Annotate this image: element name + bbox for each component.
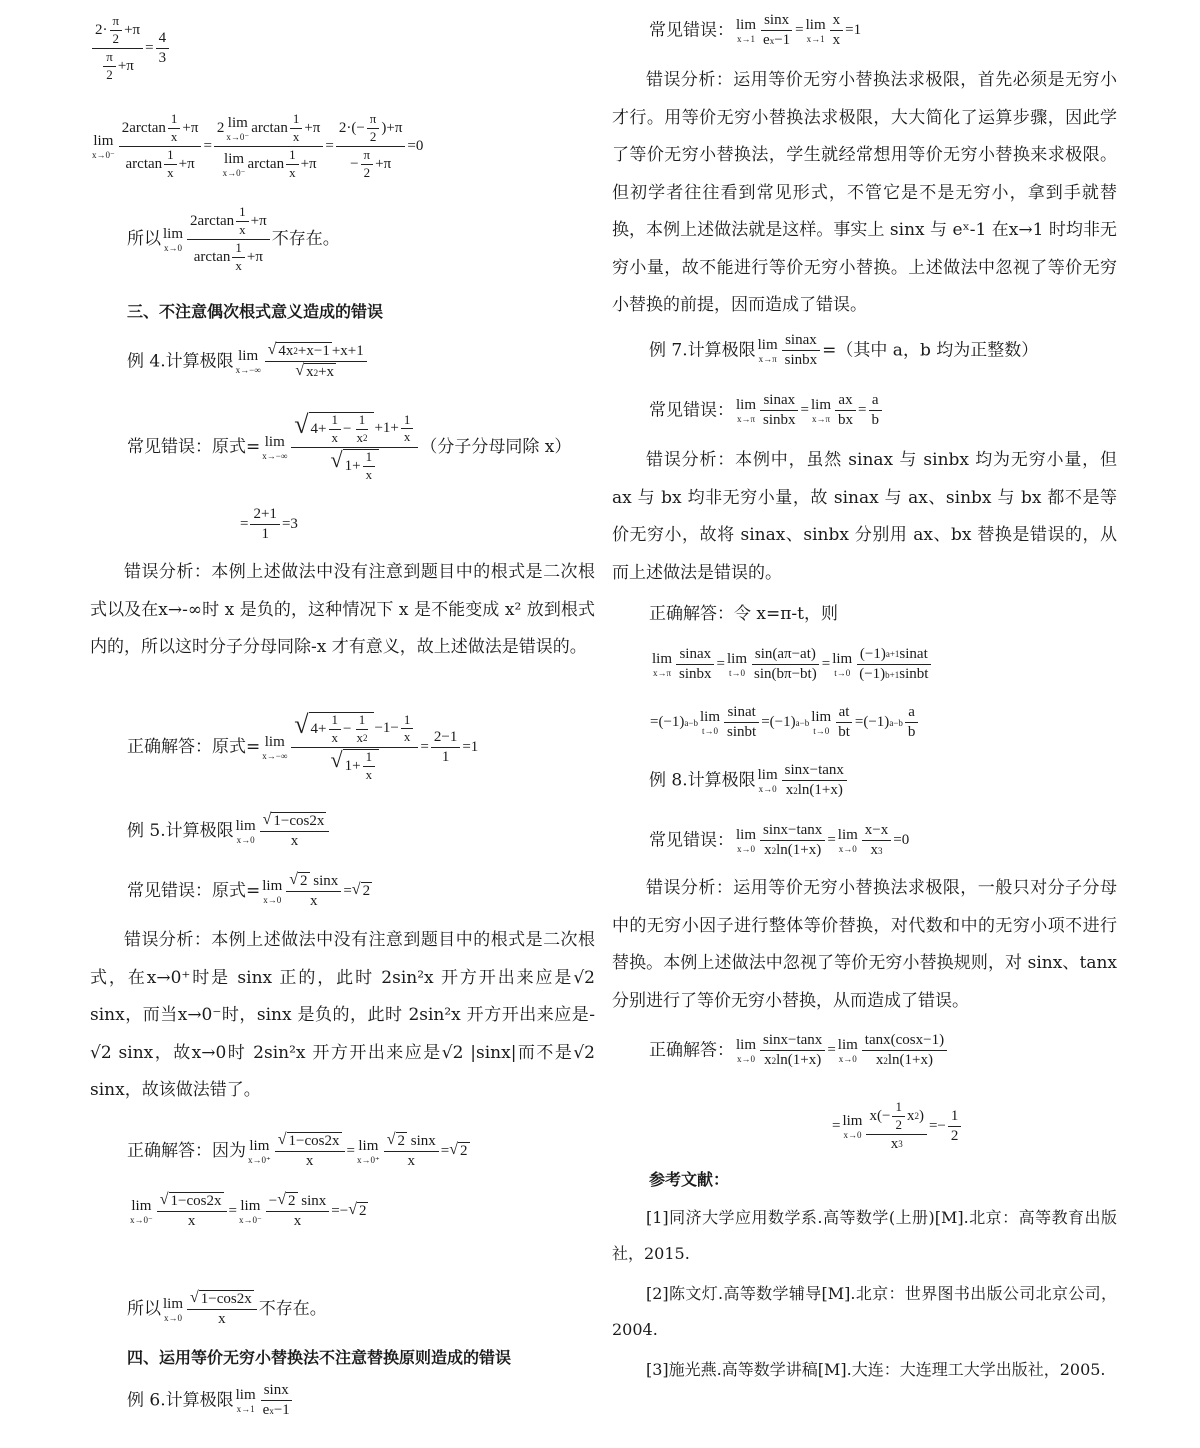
reference-item: [2]陈文灯.高等数学辅导[M].北京：世界图书出版公司北京公司，2004. [612, 1284, 1117, 1339]
example-7-note: =（其中 a，b 均为正整数） [822, 340, 1039, 361]
example-8-correct: 正确解答： lim x→0 sinx−tanx x 2 ln(1+x) = lim x→0 tanx(cosx−1) x 2 ln(1+x) [612, 1032, 949, 1070]
error-analysis-5: 错误分析：本例上述做法中没有注意到题目中的根式是二次根式，在x→0⁺时是 sinx 正的，此时 2sin²x 开方开出来应是√2 sinx，而当x→0⁻时，sinx 是负的，此时 2sin²x 开方开出来应是-√2 sinx，故x→0时 2sin²x 开方开出来应是√2 |sinx|而不是√2 sinx，故该做法错了。 [90, 930, 595, 1100]
so-label-2: 所以 [127, 1298, 161, 1319]
example-8: 例 8.计算极限 lim x→0 sinx−tanx x 2 ln(1+x) [612, 762, 849, 800]
example-8-label: 例 8.计算极限 [649, 770, 756, 791]
example-7-label: 例 7.计算极限 [649, 340, 756, 361]
example-5: 例 5.计算极限 lim x→0 √ 1−cos2x x [90, 812, 331, 851]
example-8-correct-result: = lim x→0 x(− $\frac{1}{2}$ x 2 ) x 3 =− $\frac{1}{2}$ [832, 1100, 963, 1153]
example-6-common-error: 常见错误： lim x→1 sinx e x −1 = lim x→1 $\frac{x}{x}$ =1 [649, 12, 862, 49]
common-error-6-label: 常见错误： [649, 20, 734, 41]
error-analysis-6: 错误分析：运用等价无穷小替换法求极限，首先必须是无穷小才行。用等价无穷小替换法求极限，大大简化了运算步骤，因此学了等价无穷小替换法，学生就经常想用等价无穷小替换来求极限。但初学者往往看到常见形式，不管它是不是无穷小，拿到手就替换，本例上述做法就是这样。事实上 sinx 与 eˣ-1 在x→1 时均非无穷小量，故不能进行等价无穷小替换。上述做法中忽视了等价无穷小替换的前提，因而造成了错误。 [612, 70, 1117, 315]
common-error-8-label: 常见错误： [649, 830, 734, 851]
error-analysis-4: 错误分析：本例上述做法中没有注意到题目中的根式是二次根式以及在x→-∞时 x 是负的，这种情况下 x 是不能变成 x² 放到根式内的，所以这时分子分母同除-x 才有意义，故上述做法是错误的。 [90, 562, 595, 657]
correct-8-label: 正确解答： [649, 1040, 734, 1061]
example-5-common-error: 常见错误：原式= lim x→0 √ 2 sinx x = √ 2 [127, 871, 371, 910]
example-7-common-error: 常见错误： lim x→π $\frac{\text{sinax}}{\text{sinbx}}$ = lim x→π $\frac{ax}{bx}$ = $\frac{a}{b}$ [612, 392, 884, 430]
correct-5-label: 正确解答：因为 [127, 1140, 246, 1161]
common-error-label: 常见错误：原式= [127, 436, 261, 457]
example-6-label: 例 6.计算极限 [127, 1390, 234, 1411]
example-4-common-error: 常见错误：原式= lim x→−∞ √ 4+ $\frac{1}{x}$ − 1 x 2 +1+ $\frac{1}{x}$ √ 1+ $\frac{1}{x}$ （分子分母同除 x） [127, 410, 572, 482]
example-5-correct-left-limit: lim x→0⁻ √ 1−cos2x x = lim x→0⁻ − √ 2 sinx x =− √ 2 [130, 1191, 367, 1230]
example-7: 例 7.计算极限 lim x→π $\frac{\text{sinax}}{\text{sinbx}}$ =（其中 a，b 均为正整数） [649, 332, 1039, 369]
so-label: 所以 [127, 228, 161, 249]
example-7-correct-label: 正确解答：令 x=π-t，则 [649, 604, 838, 624]
example-4-label: 例 4.计算极限 [127, 351, 234, 372]
example-6: 例 6.计算极限 lim x→1 sinx e x −1 [127, 1382, 290, 1419]
not-exist-text: 不存在。 [271, 228, 340, 249]
example-5-correct: 正确解答：因为 lim x→0⁺ √ 1−cos2x x = lim x→0⁺ √ 2 sinx x = √ 2 [127, 1131, 468, 1170]
example-7-correct-line2: =(−1) a−b lim t→0 $\frac{\text{sinat}}{\text{sinbt}}$ =(−1) a−b lim t→0 $\frac{at}{bt}$ =(−1) a−b $\frac{a}{b}$ [650, 704, 920, 742]
example-4-error-result: = $\frac{2+1}{1}$ =3 [240, 506, 298, 543]
reference-item: [1]同济大学应用数学系.高等数学(上册)[M].北京：高等教育出版社，2015. [612, 1208, 1117, 1263]
section-4-heading: 四、运用等价无穷小替换法不注意替换原则造成的错误 [127, 1348, 512, 1367]
reference-item: [3]施光燕.高等数学讲稿[M].大连：大连理工大学出版社，2005. [646, 1360, 1106, 1379]
example-8-common-error: 常见错误： lim x→0 sinx−tanx x 2 ln(1+x) = lim x→0 x−x x 3 =0 [649, 822, 910, 859]
error-analysis-7: 错误分析：本例中，虽然 sinax 与 sinbx 均为无穷小量，但 ax 与 bx 均非无穷小量，故 sinax 与 ax、sinbx 与 bx 都不是等价无穷小，故将 sinax、sinbx 分别用 ax、bx 替换是错误的，从而上述做法是错误的。 [612, 450, 1117, 583]
equation-top-result: 2· $\frac{\pi}{2}$ +π $\frac{\pi}{2}$ +π = $\frac{4}{3}$ [90, 14, 171, 83]
conclusion-not-exist-2: 所以 lim x→0 √ 1−cos2x x 不存在。 [127, 1289, 327, 1328]
not-exist-text-2: 不存在。 [258, 1298, 327, 1319]
equation-left-limit-arctan: lim x→0⁻ 2arctan $\frac{1}{x}$ +π arctan $\frac{1}{x}$ +π = 2 lim x→0⁻ arctan $\frac{1}{x}$ +π lim x→0⁻ arctan $\frac{1}{x}$ +π = 2·(− $\frac{\pi}{2}$ )+π − $\frac{\pi}{2}$ +π =0 [92, 111, 424, 180]
common-error-5-label: 常见错误：原式= [127, 880, 261, 901]
correct-label: 正确解答：原式= [127, 736, 261, 757]
example-4-correct: 正确解答：原式= lim x→−∞ √ 4+ $\frac{1}{x}$ − 1 x 2 −1− $\frac{1}{x}$ √ 1+ $\frac{1}{x}$ = $\frac{2-1}{1}$ =1 [127, 710, 479, 782]
conclusion-not-exist-1: 所以 lim x→0 2arctan $\frac{1}{x}$ +π arctan $\frac{1}{x}$ +π 不存在。 [127, 204, 340, 273]
common-error-7-label: 常见错误： [649, 400, 734, 421]
error-analysis-8: 错误分析：运用等价无穷小替换法求极限，一般只对分子分母中的无穷小因子进行整体等价替换，对代数和中的无穷小项不进行替换。本例上述做法中忽视了等价无穷小替换规则，对 sinx、tanx 分别进行了等价无穷小替换，从而造成了错误。 [612, 878, 1117, 1011]
references-heading: 参考文献： [649, 1170, 730, 1189]
divide-note: （分子分母同除 x） [420, 436, 572, 457]
section-3-heading: 三、不注意偶次根式意义造成的错误 [127, 302, 384, 321]
example-5-label: 例 5.计算极限 [127, 820, 234, 841]
example-4: 例 4.计算极限 lim x→−∞ √ 4x 2 +x−1 +x+1 √ x 2 +x [90, 342, 369, 382]
example-7-correct-line1: lim x→π $\frac{\text{sinax}}{\text{sinbx}}$ = lim t→0 $\frac{\sin(a\pi-at)}{\sin(b\pi-bt)}$ = lim t→0 (−1) a+1 sinat (−1) b+1 sinbt [650, 646, 933, 684]
